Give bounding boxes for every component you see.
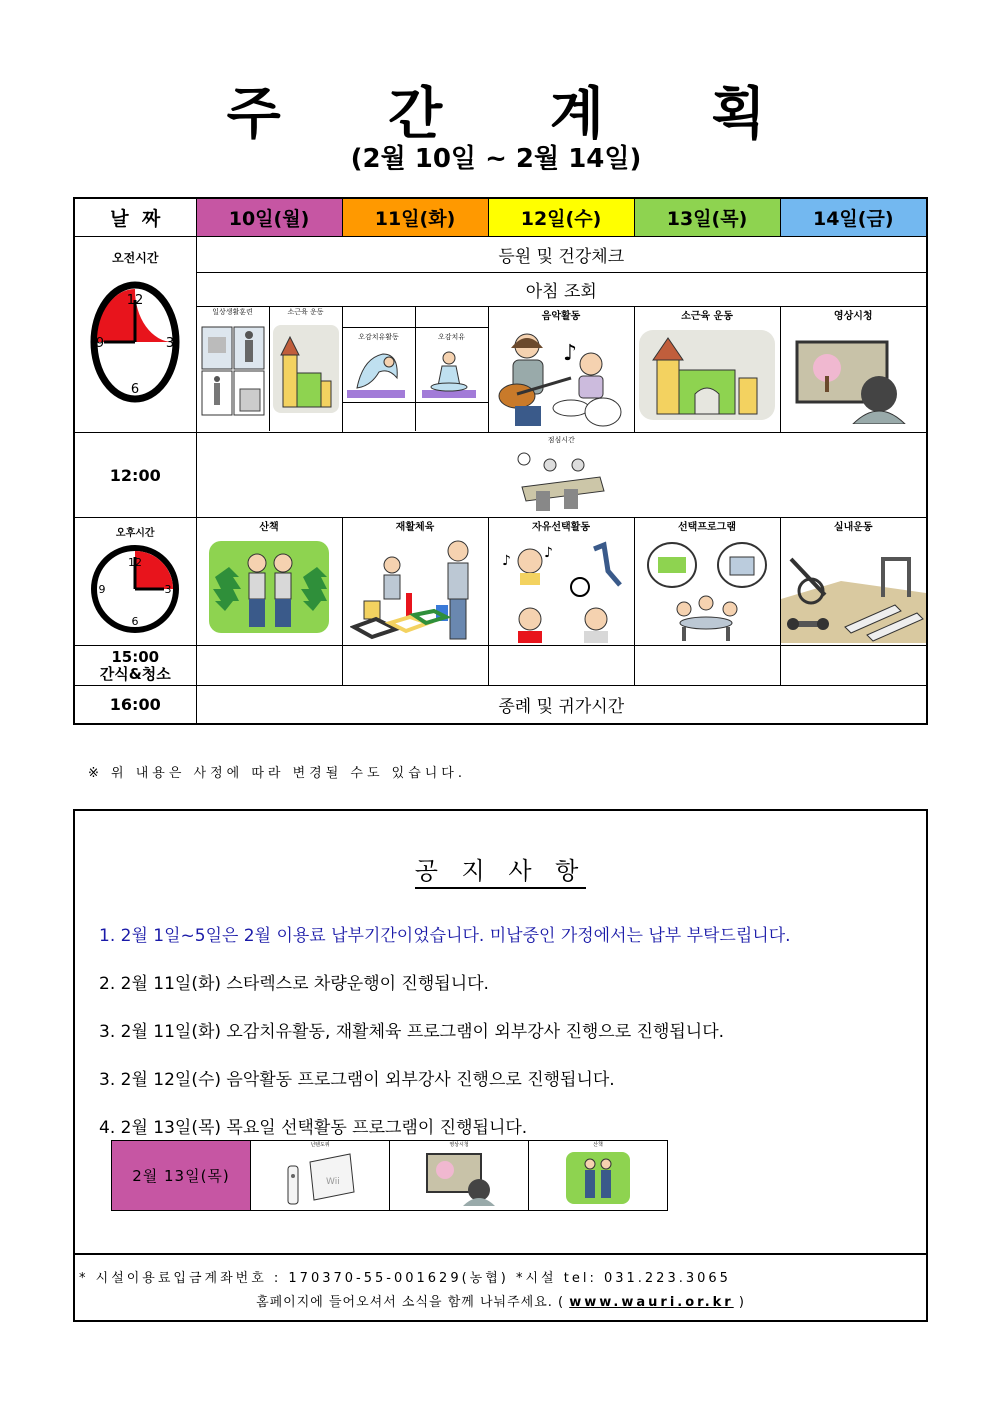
morning-label: 오전시간	[112, 251, 159, 265]
snack-tue	[342, 646, 488, 686]
svg-text:6: 6	[131, 615, 139, 628]
notice-title: 공 지 사 항	[75, 851, 926, 886]
free-choice-icon	[496, 535, 626, 643]
svg-text:9: 9	[98, 583, 106, 596]
svg-text:12: 12	[128, 556, 143, 569]
date-header: 날 짜	[74, 198, 196, 237]
change-note: ※ 위 내용은 사정에 따라 변경될 수도 있습니다.	[88, 766, 466, 781]
page-title: 주 간 계 획	[226, 82, 810, 147]
fri-act-label: 영상시청	[833, 311, 873, 322]
choice-program-icon	[642, 535, 772, 643]
walk-icon	[558, 1148, 638, 1206]
thursday-program-table	[111, 1140, 668, 1211]
notice-item-4: 3. 2월 12일(수) 음악활동 프로그램이 외부강사 진행으로 진행됩니다.	[99, 1070, 615, 1090]
snack-mon	[196, 646, 342, 686]
end-time: 16:00	[74, 686, 196, 724]
homepage-line	[75, 1291, 926, 1310]
morning-cell	[74, 237, 196, 433]
notice-item-3: 3. 2월 11일(화) 오감치유활동, 재활체육 프로그램이 외부강사 진행으로 진행됩니다.	[99, 1022, 725, 1042]
fri-afternoon-cell	[780, 518, 927, 646]
tue-act-b-label: 오감치유	[437, 333, 466, 341]
svg-text:12: 12	[126, 293, 144, 308]
lunch-cell	[196, 433, 927, 518]
music-activity-icon	[491, 324, 631, 428]
yoga-pose-icon	[343, 342, 409, 402]
svg-text:3: 3	[164, 583, 172, 596]
tue-afternoon-cell	[342, 518, 488, 646]
svg-text:♪: ♪	[563, 341, 578, 366]
clock-morning-icon	[90, 272, 180, 412]
snack-wed	[488, 646, 634, 686]
weekly-schedule-table	[73, 197, 928, 725]
notice-divider	[75, 1253, 926, 1255]
snack-cell	[74, 646, 196, 686]
castle-blocks-icon	[637, 324, 777, 424]
watching-video-icon	[419, 1148, 499, 1206]
day-wed: 12일(수)	[488, 198, 634, 237]
svg-text:♪: ♪	[502, 553, 511, 569]
mini-video-cell	[390, 1141, 529, 1211]
svg-text:3: 3	[166, 336, 175, 351]
thu-act-label: 소근육 운동	[681, 311, 733, 322]
walk-icon	[209, 541, 329, 635]
fri-morning-cell	[780, 307, 927, 433]
svg-text:♪: ♪	[544, 545, 553, 561]
tue-act-a-label: 오감치유활동	[358, 333, 399, 341]
mon-afternoon-cell	[196, 518, 342, 646]
notice-item-2: 2. 2월 11일(화) 스타렉스로 차량운행이 진행됩니다.	[99, 974, 489, 994]
mini-act-walk-label: 산책	[593, 1142, 603, 1148]
wed-morning-cell	[488, 307, 634, 433]
mini-act-wii-label: 닌텐도위	[310, 1142, 330, 1148]
thu-afternoon-label: 선택프로그램	[678, 522, 736, 533]
mon-act-a-label: 일상생활훈련	[212, 308, 253, 316]
meditation-icon	[416, 342, 482, 402]
fri-afternoon-label: 실내운동	[833, 522, 873, 533]
homepage-link[interactable]: www.wauri.or.kr	[569, 1295, 734, 1310]
day-thu: 13일(목)	[634, 198, 780, 237]
lunch-table-icon	[516, 447, 606, 517]
notice-box	[73, 809, 928, 1322]
wed-act-label: 음악활동	[541, 311, 581, 322]
mini-wii-cell	[251, 1141, 390, 1211]
header-row	[74, 198, 927, 237]
mon-afternoon-label: 산책	[259, 522, 279, 533]
afternoon-cell	[74, 518, 196, 646]
snack-label: 간식&청소	[99, 664, 171, 683]
lunch-label: 점심시간	[547, 436, 575, 444]
thu-afternoon-cell	[634, 518, 780, 646]
wii-console-icon	[280, 1148, 360, 1206]
date-range: (2월 10일 ~ 2월 14일)	[350, 144, 642, 174]
svg-text:6: 6	[131, 382, 140, 397]
wii-text: Wii	[326, 1177, 340, 1187]
mini-date: 2월 13일(목)	[112, 1141, 251, 1211]
tue-afternoon-label: 재활체육	[395, 522, 435, 533]
castle-blocks-icon	[273, 317, 339, 417]
homepage-suffix: )	[738, 1295, 745, 1310]
account-info: * 시설이용료입금계좌번호 : 170370-55-001629(농협) *시설 tel: 031.223.3065	[79, 1271, 731, 1286]
afternoon-label: 오후시간	[115, 528, 155, 539]
day-mon: 10일(월)	[196, 198, 342, 237]
mon-morning-cell	[196, 307, 342, 433]
notice-item-1: 1. 2월 1일~5일은 2월 이용료 납부기간이었습니다. 미납중인 가정에서는 납부 부탁드립니다.	[99, 926, 791, 946]
daily-living-icon	[200, 317, 266, 417]
homepage-prefix: 홈페이지에 들어오셔서 소식을 함께 나눠주세요. (	[256, 1295, 565, 1310]
noon-time: 12:00	[74, 433, 196, 518]
watching-video-icon	[783, 324, 923, 424]
svg-text:9: 9	[96, 336, 105, 351]
end-label: 종례 및 귀가시간	[196, 686, 927, 724]
mini-walk-cell	[529, 1141, 668, 1211]
snack-thu	[634, 646, 780, 686]
notice-item-5: 4. 2월 13일(목) 목요일 선택활동 프로그램이 진행됩니다.	[99, 1118, 528, 1138]
mini-act-video-label: 영상시청	[449, 1142, 469, 1148]
snack-time: 15:00	[111, 647, 160, 666]
day-tue: 11일(화)	[342, 198, 488, 237]
rehab-exercise-icon	[350, 535, 480, 641]
assembly-cell: 아침 조회	[196, 273, 927, 307]
wed-afternoon-cell	[488, 518, 634, 646]
thu-morning-cell	[634, 307, 780, 433]
day-fri: 14일(금)	[780, 198, 927, 237]
indoor-exercise-icon	[781, 535, 926, 643]
wed-afternoon-label: 자유선택활동	[532, 522, 590, 533]
snack-fri	[780, 646, 927, 686]
checkin-cell: 등원 및 건강체크	[196, 237, 927, 273]
tue-morning-cell	[342, 307, 488, 433]
clock-afternoon-icon	[90, 541, 180, 635]
mon-act-b-label: 소근육 운동	[287, 308, 324, 316]
